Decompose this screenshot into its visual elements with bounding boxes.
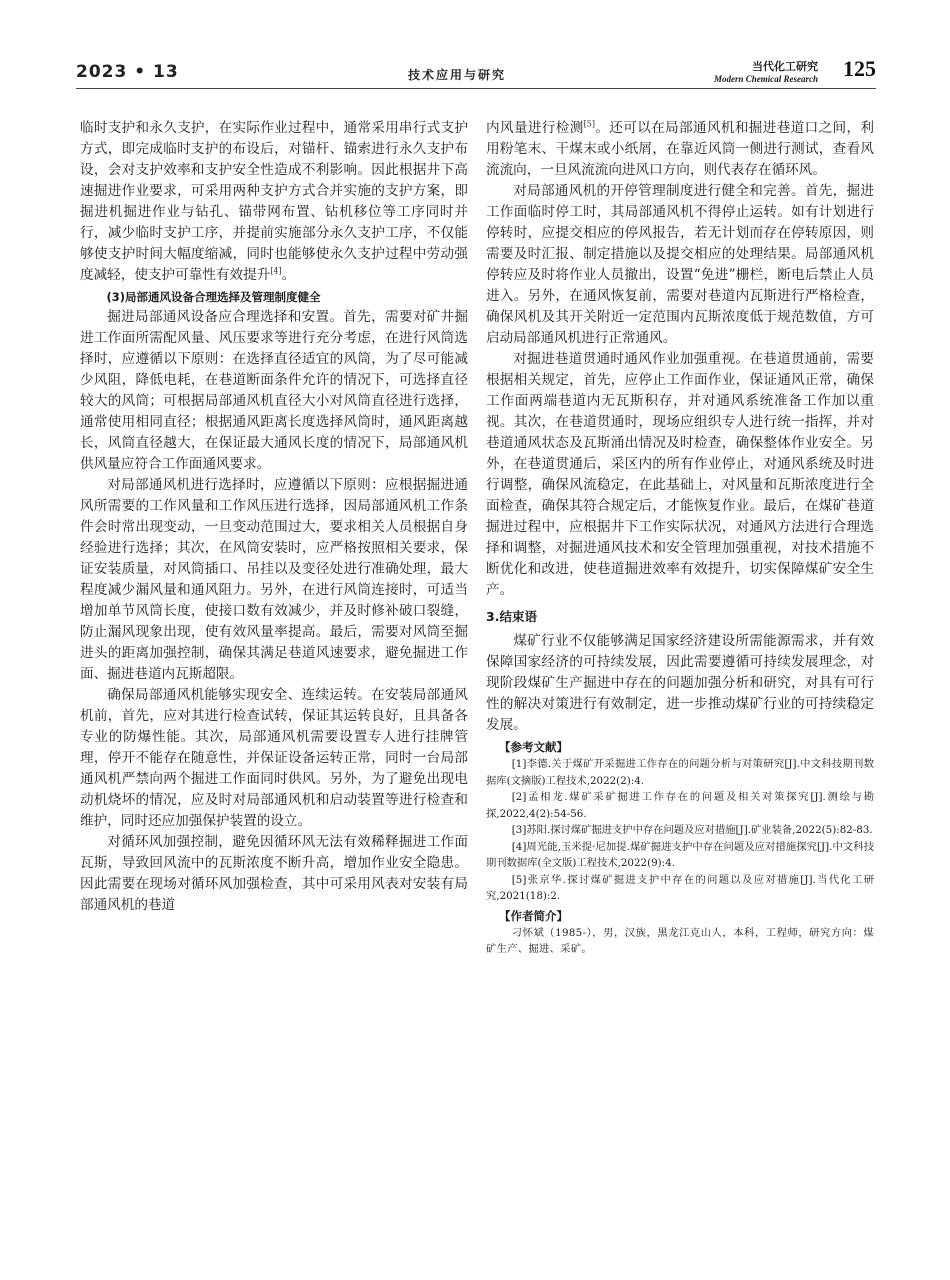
journal-name-cn: 当代化工研究 <box>752 60 818 73</box>
paragraph: 对局部通风机进行选择时，应遵循以下原则：应根据掘进通风所需要的工作风量和工作风压进行选择，因局部通风机工作条件会时常出现变动，一旦变动范围过大，要求相关人员根据自身经验进行选择；其次，在风筒安装时，应严格按照相关要求，保证安装质量，对风筒插口、吊挂以及变径处进行准确处理，最大程度减少漏风量和通风阻力。另外，在进行风筒连接时，可适当增加单节风筒长度，使接口数有效减少，并及时修补破口裂缝，防止漏风现象出现，使有效风量率提高。最后，需要对风筒至掘进头的距离加强控制，确保其满足巷道风速要求，避免掘进工作面、掘进巷道内瓦斯超限。 <box>80 477 468 682</box>
issue-number: 2023 • 13 <box>76 62 179 82</box>
author-heading: 【作者简介】 <box>499 908 568 923</box>
paragraph: 对掘进巷道贯通时通风作业加强重视。在巷道贯通前，需要根据相关规定，首先，应停止工作面作业，保证通风正常，确保工作面两端巷道内无瓦斯积存，并对通风系统准备工作加以重视。其次，在巷道贯通时，现场应组织专人进行统一指挥，并对巷道通风状态及瓦斯涌出情况及时检查，确保整体作业安全。另外，在巷道贯通后，采区内的所有作业停止，对通风系统及时进行调整，确保风流稳定，在此基础上，对风量和瓦斯浓度进行全面检查，确保其符合规定后，才能恢复作业。最后，在煤矿巷道掘进过程中，应根据井下工作实际状况，对通风方法进行合理选择和调整，对掘进通风技术和安全管理加强重视，对技术措施不断优化和改进，使巷道掘进效率有效提升，切实保障煤矿安全生产。 <box>486 351 874 598</box>
citation: [4] <box>270 266 282 276</box>
journal-name <box>714 60 818 85</box>
paragraph: 确保局部通风机能够实现安全、连续运转。在安装局部通风机前，首先，应对其进行检查试转，保证其运转良好，且具备各专业的防爆性能。其次，局部通风机需要设置专人进行挂牌管理，停开不能存在随意性，并保证设备运转正常，同时一台局部通风机严禁向两个掘进工作面同时供风。另外，为了避免出现电动机烧坏的情况，应及时对局部通风机和启动装置等进行检查和维护，同时还应加强保护装置的设立。 <box>80 687 468 829</box>
left-column <box>80 118 468 916</box>
right-column <box>486 118 874 958</box>
reference-item: [2]孟相龙.煤矿采矿掘进工作存在的问题及相关对策探究[J].测绘与勘探,2022,4(2):54-56. <box>486 791 874 820</box>
paragraph: 内风量进行检测[5]。还可以在局部通风机和掘进巷道口之间，利用粉笔末、干煤末或小纸屑，在靠近风筒一侧进行测试，查看风流流向，一旦风流流向进风口方向，则代表存在循环风。 <box>486 119 875 178</box>
reference-item: [5]张京华.探讨煤矿掘进支护中存在的问题以及应对措施[J].当代化工研究,2021(18):2. <box>486 873 874 902</box>
conclusion-paragraph: 煤矿行业不仅能够满足国家经济建设所需能源需求，并有效保障国家经济的可持续发展，因此需要遵循可持续发展理念，对现阶段煤矿生产掘进中存在的问题加强分析和研究，对具有可行性的解决对策进行有效制定，进一步推动煤矿行业的可持续稳定发展。 <box>486 633 874 733</box>
paragraph: 对循环风加强控制，避免因循环风无法有效稀释掘进工作面瓦斯，导致回风流中的瓦斯浓度不断升高，增加作业安全隐患。因此需要在现场对循环风加强检查，其中可采用风表对安装有局部通风机的巷道 <box>80 834 468 913</box>
section-heading: 3.结束语 <box>486 609 537 624</box>
section-title: 技术应用与研究 <box>408 68 507 82</box>
citation: [5] <box>583 119 595 129</box>
journal-name-en: Modern Chemical Research <box>713 74 818 84</box>
reference-item: [3]苏阳.探讨煤矿掘进支护中存在问题及应对措施[J].矿业装备,2022(5):82-83. <box>511 824 873 836</box>
page-number: 125 <box>843 56 876 81</box>
paragraph: 对局部通风机的开停管理制度进行健全和完善。首先，掘进工作面临时停工时，其局部通风机不得停止运转。如有计划进行停转时，应提交相应的停风报告，若无计划而存在停转原因，则需要及时汇报、制定措施以及提交相应的处理结果。局部通风机停转应及时将作业人员撤出，设置“免进”栅栏，断电后禁止人员进入。另外，在通风恢复前，需要对巷道内瓦斯进行严格检查，确保风机及其开关附近一定范围内瓦斯浓度低于规范数值，方可启动局部通风机进行正常通风。 <box>486 183 874 346</box>
header-rule <box>76 88 876 89</box>
references-heading: 【参考文献】 <box>499 740 568 754</box>
paragraph: 掘进局部通风设备应合理选择和安置。首先，需要对矿井掘进工作面所需配风量、风压要求等进行充分考虑，在进行风筒选择时，应遵循以下原则：在选择直径适宜的风筒，为了尽可能减少风阻，降低电耗，在巷道断面条件允许的情况下，可选择直径较大的风筒；可根据局部通风机直径大小对风筒直径进行选择，通常使用相同直径；根据通风距离长度选择风筒时，通风距离越长，风筒直径越大，在保证最大通风长度的情况下，局部通风机供风量应符合工作面通风要求。 <box>80 309 468 472</box>
author-bio: 刁怀斌（1985-），男，汉族，黑龙江克山人，本科，工程师，研究方向：煤矿生产、掘进、采矿。 <box>486 926 874 955</box>
page-header <box>76 58 876 86</box>
paragraph: 临时支护和永久支护，在实际作业过程中，通常采用串行式支护方式，即完成临时支护的布设后，对锚杆、锚索进行永久支护布设，会对支护效率和支护安全性造成不利影响。因此根据井下高速掘进作业要求，可采用两种支护方式合并实施的支护方案，即掘进机掘进作业与钻孔、锚带网布置、钻机移位等工序同时并行，减少临时支护工序，并提前实施部分永久支护工序，不仅能够使支护时间大幅度缩减，同时也能够使永久支护过程中劳动强度减轻，使支护可靠性有效提升[4]。 <box>80 120 468 283</box>
subsection-heading: (3)局部通风设备合理选择及管理制度健全 <box>106 290 321 304</box>
reference-item: [1]李德.关于煤矿开采掘进工作存在的问题分析与对策研究[J].中文科技期刊数据库(文摘版)工程技术,2022(2):4. <box>486 758 874 787</box>
reference-item: [4]周光能,玉米提·尼加提.煤矿掘进支护中存在问题及应对措施探究[J].中文科技期刊数据库(全文版)工程技术,2022(9):4. <box>486 840 874 869</box>
